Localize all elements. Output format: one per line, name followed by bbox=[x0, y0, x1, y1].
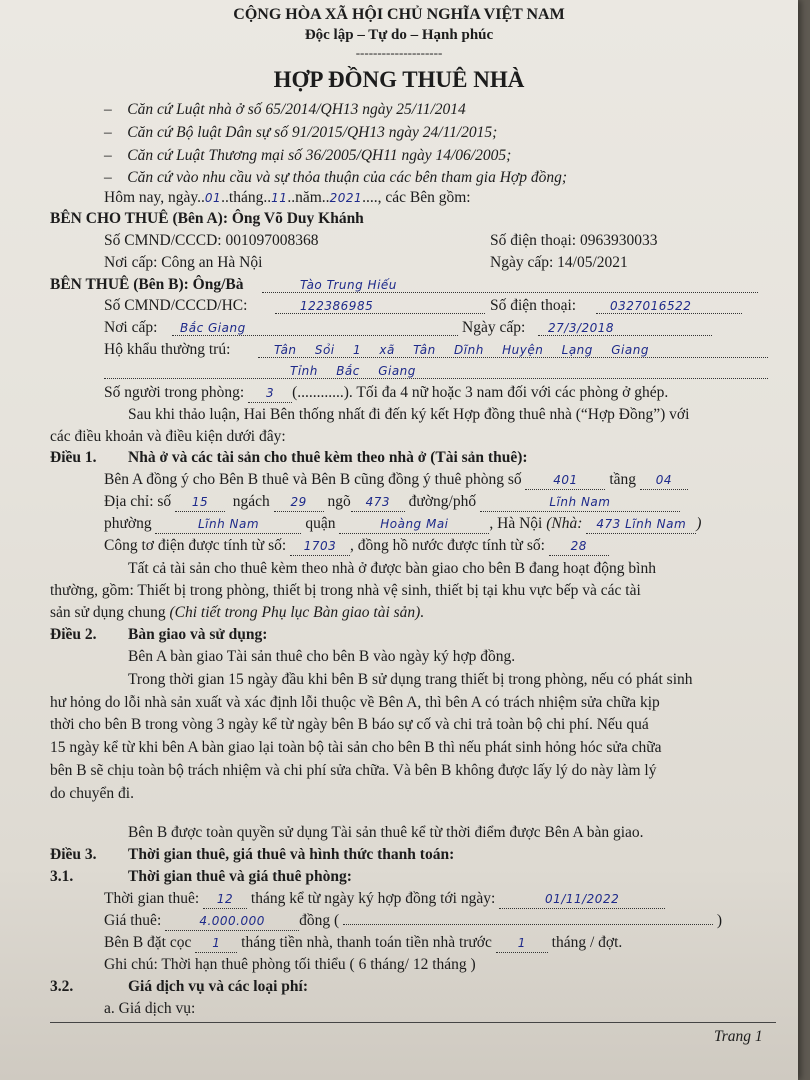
party-b-name: Tào Trung Hiếu bbox=[300, 278, 397, 292]
deposit-line: Bên B đặt cọc 1 tháng tiền nhà, thanh toán tiền nhà trước 1 tháng / đợt. bbox=[104, 934, 623, 951]
article-2-paragraph: Trong thời gian 15 ngày đầu khi bên B sử dụng trang thiết bị trong phòng, nếu có phát sinh bbox=[128, 671, 693, 688]
party-b-date-label: Ngày cấp: bbox=[462, 319, 526, 336]
separator: -------------------- bbox=[355, 45, 443, 60]
fill-line bbox=[104, 378, 768, 379]
street-value: Lĩnh Nam bbox=[549, 495, 611, 509]
water-value: 28 bbox=[570, 539, 587, 553]
assets-line: sản sử dụng chung (Chi tiết trong Phụ lục Bàn giao tài sản). bbox=[50, 604, 425, 621]
room-value: 401 bbox=[553, 473, 578, 487]
address-line: Địa chỉ: số 15 ngách 29 ngõ 473 đường/phố Lĩnh Nam bbox=[104, 493, 680, 512]
article-3-heading: Điều 3. bbox=[50, 846, 97, 863]
year-value: 2021 bbox=[329, 191, 363, 205]
party-b-phone-value: 0327016522 bbox=[610, 299, 692, 313]
article-2-paragraph: Bên B được toàn quyền sử dụng Tài sản thuê kể từ thời điểm được Bên A bàn giao. bbox=[128, 824, 644, 841]
article-3-title: Thời gian thuê, giá thuê và hình thức thanh toán: bbox=[128, 846, 455, 863]
meter-line: Công tơ điện được tính từ số: 1703 , đồng hồ nước được tính từ số: 28 bbox=[104, 537, 609, 556]
section-3-2-title: Giá dịch vụ và các loại phí: bbox=[128, 978, 308, 995]
room-line: Bên A đồng ý cho Bên B thuê và Bên B cũng đồng ý thuê phòng số 401 tầng 04 bbox=[104, 471, 688, 490]
legal-basis-item: – Căn cứ Luật nhà ở số 65/2014/QH13 ngày 25/11/2014 bbox=[104, 101, 466, 118]
article-2-paragraph: bên B sẽ chịu toàn bộ trách nhiệm và chi phí sửa chữa. Và bên B không được lấy lý do này làm lý bbox=[50, 762, 657, 779]
intro-line: Sau khi thảo luận, Hai Bên thống nhất đi đến ký kết Hợp đồng thuê nhà (“Hợp Đồng”) với bbox=[128, 406, 690, 423]
term-end-value: 01/11/2022 bbox=[545, 892, 620, 906]
section-3-1-title: Thời gian thuê và giá thuê phòng: bbox=[128, 868, 352, 885]
alley-value: 29 bbox=[290, 495, 307, 509]
party-b-heading: BÊN THUÊ (Bên B): Ông/Bà bbox=[50, 276, 244, 293]
motto: Độc lập – Tự do – Hạnh phúc bbox=[304, 27, 494, 43]
party-b-date-value: 27/3/2018 bbox=[548, 321, 615, 335]
floor-value: 04 bbox=[655, 473, 673, 487]
term-line: Thời gian thuê: 12 tháng kể từ ngày ký hợp đồng tới ngày: 01/11/2022 bbox=[104, 890, 665, 909]
price-value: 4.000.000 bbox=[199, 914, 265, 928]
service-item: a. Giá dịch vụ: bbox=[104, 1000, 196, 1017]
article-2-paragraph: Bên A bàn giao Tài sản thuê cho bên B vào ngày ký hợp đồng. bbox=[128, 648, 516, 665]
advance-value: 1 bbox=[517, 936, 526, 950]
intro-line: các điều khoản và điều kiện dưới đây: bbox=[50, 428, 286, 445]
document-title: HỢP ĐỒNG THUÊ NHÀ bbox=[273, 67, 525, 92]
footer-rule bbox=[50, 1022, 776, 1023]
section-3-1-number: 3.1. bbox=[50, 868, 74, 885]
article-1-title: Nhà ở và các tài sản cho thuê kèm theo nhà ở (Tài sản thuê): bbox=[128, 449, 528, 466]
address-number: 15 bbox=[191, 495, 209, 509]
party-b-id-label: Số CMND/CCCD/HC: bbox=[104, 297, 248, 314]
nation-title: CỘNG HÒA XÃ HỘI CHỦ NGHĨA VIỆT NAM bbox=[233, 6, 565, 23]
meter-value: 1703 bbox=[303, 539, 337, 553]
occupants-value: 3 bbox=[265, 386, 275, 400]
legal-basis-item: – Căn cứ Bộ luật Dân sự số 91/2015/QH13 ngày 24/11/2015; bbox=[104, 124, 498, 141]
article-2-paragraph: thời cho bên B trong vòng 3 ngày kể từ ngày bên B báo sự cố và chi trả toàn bộ chi phí. Nếu quá bbox=[50, 716, 649, 733]
party-b-residence-value-1: Tân Sỏi 1 xã Tân Dĩnh Huyện Lạng Giang bbox=[274, 343, 649, 357]
district-value: Hoàng Mai bbox=[380, 517, 449, 531]
party-b-residence-value-2: Tỉnh Bắc Giang bbox=[290, 364, 416, 378]
party-b-phone-label: Số điện thoại: bbox=[490, 297, 577, 314]
page-number: Trang 1 bbox=[714, 1028, 763, 1045]
party-b-residence-label: Hộ khẩu thường trú: bbox=[104, 341, 231, 358]
price-line: Giá thuê: 4.000.000 đồng ( ) bbox=[104, 912, 723, 929]
party-a-issued-date: Ngày cấp: 14/05/2021 bbox=[490, 254, 628, 271]
party-a-issued-place: Nơi cấp: Công an Hà Nội bbox=[104, 254, 263, 271]
section-3-2-number: 3.2. bbox=[50, 978, 74, 995]
term-value: 12 bbox=[216, 892, 234, 906]
article-2-heading: Điều 2. bbox=[50, 626, 97, 643]
deposit-value: 1 bbox=[212, 936, 221, 950]
party-b-place-label: Nơi cấp: bbox=[104, 319, 158, 336]
party-a-heading: BÊN CHO THUÊ (Bên A): Ông Võ Duy Khánh bbox=[50, 210, 364, 227]
date-line: Hôm nay, ngày..01..tháng..11..năm..2021...., các Bên gồm: bbox=[104, 189, 471, 206]
party-a-id: Số CMND/CCCD: 001097008368 bbox=[104, 232, 319, 249]
legal-basis-item: – Căn cứ vào nhu cầu và sự thỏa thuận của các bên tham gia Hợp đồng; bbox=[104, 169, 567, 186]
legal-basis-item: – Căn cứ Luật Thương mại số 36/2005/QH11 ngày 14/06/2005; bbox=[104, 147, 512, 164]
article-2-paragraph: hư hỏng do lỗi nhà sản xuất và xác định lỗi thuộc về Bên A, thì bên A có trách nhiệm sửa chữa kịp bbox=[50, 694, 660, 711]
party-a-phone: Số điện thoại: 0963930033 bbox=[490, 232, 658, 249]
day-value: 01 bbox=[204, 191, 222, 205]
article-2-paragraph: do chuyển đi. bbox=[50, 785, 134, 802]
fill-line bbox=[262, 292, 758, 293]
occupants-line: Số người trong phòng: 3 (............). Tối đa 4 nữ hoặc 3 nam đối với các phòng ở ghép. bbox=[104, 384, 669, 401]
month-value: 11 bbox=[271, 191, 288, 205]
assets-line: Tất cả tài sản cho thuê kèm theo nhà ở được bàn giao cho bên B đang hoạt động bình bbox=[128, 560, 656, 577]
ward-line: phường Lĩnh Nam quận Hoàng Mai , Hà Nội (Nhà: 473 Lĩnh Nam ) bbox=[104, 515, 702, 532]
house-note-value: 473 Lĩnh Nam bbox=[596, 517, 687, 531]
party-b-id-value: 122386985 bbox=[300, 299, 374, 313]
term-note: Ghi chú: Thời hạn thuê phòng tối thiểu ( 6 tháng/ 12 tháng ) bbox=[104, 956, 476, 973]
article-2-paragraph: 15 ngày kể từ khi bên A bàn giao lại toàn bộ tài sản cho bên B thì nếu phát sinh hỏng hóc sửa chữa bbox=[50, 739, 662, 756]
lane-value: 473 bbox=[365, 495, 390, 509]
article-1-heading: Điều 1. bbox=[50, 449, 97, 466]
article-2-title: Bàn giao và sử dụng: bbox=[128, 626, 268, 643]
assets-note: (Chi tiết trong Phụ lục Bàn giao tài sản). bbox=[169, 604, 425, 621]
ward-value: Lĩnh Nam bbox=[197, 517, 260, 531]
party-b-place-value: Bắc Giang bbox=[180, 321, 246, 335]
assets-line: thường, gồm: Thiết bị trong phòng, thiết bị trong nhà vệ sinh, thiết bị tại khu vực bếp và các tài bbox=[50, 582, 641, 599]
